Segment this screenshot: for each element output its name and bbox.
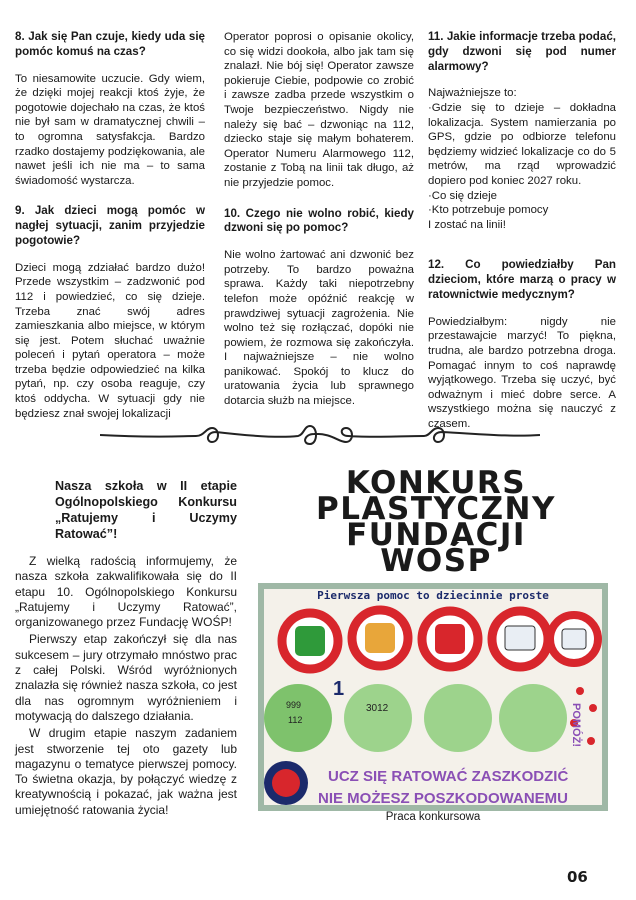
answer-11-bullet-who: ·Kto potrzebuje pomocy bbox=[428, 204, 549, 217]
column-2 bbox=[224, 30, 414, 409]
question-11: 11. Jakie informacje trzeba podać, gdy dzwoni się pod numer alarmowy? bbox=[428, 30, 616, 73]
answer-9: Dzieci mogą zdziałać bardzo dużo! Przede wszystkim – zadzwonić pod 112 i powiedzieć, co się dzieje. Trzeba znać swój adres zamieszkania albo miejsce, w którym się jest. Potem słuchać uważnie poleceń i pytań operatora – może trzeba będzie odpowiedzieć na kilka pytań, np. czy osoba reaguje, czy ktoś oddycha. W sytuacji gdy nie będziesz znał swojej lokalizacji bbox=[15, 261, 205, 420]
answer-11-bullet-what: ·Co się dzieje bbox=[428, 189, 498, 202]
school-paragraph-2: Pierwszy etap zakończył się dla nas sukcesem – jury otrzymało mnóstwo prac z całej Polski. Wśród wyróżnionych znalazła się również nasza szkoła, co jest dla nas ogromnym wyróżnieniem i motywacją do dalszego działania. bbox=[15, 632, 237, 723]
poster-side-word: POMÓŻ! bbox=[570, 703, 582, 747]
poster-slogan-2: NIE MOŻESZ POSZKODOWANEMU bbox=[318, 790, 569, 807]
column-3 bbox=[428, 30, 616, 431]
konkurs-line-3: FUNDACJI bbox=[346, 517, 526, 553]
poster-number-3012: 3012 bbox=[366, 703, 389, 714]
question-10: 10. Czego nie wolno robić, kiedy dzwoni się po pomoc? bbox=[224, 206, 414, 235]
answer-10: Nie wolno żartować ani dzwonić bez potrzeby. To bardzo poważna sprawa. Każdy taki niepotrzebny telefon może opóźnić reakcję w prawdziwej sytuacji zagrożenia. Nie wolno też się rozłączać, dopóki nie powiem, że rozmowa się zakończyła. I najważniejsze – nie wolno panikować. Spokój to klucz do uratowania życia lub sprawnego dotarcia służb na miejsce. bbox=[224, 249, 414, 408]
poster-caption: Praca konkursowa bbox=[385, 811, 481, 823]
poster-number-112: 112 bbox=[288, 715, 303, 725]
answer-11-bullet-location: ·Gdzie się to dzieje – dokładna lokalizacja. System namierzania po GPS, gdzie po odbiorze telefonu będziemy widzieć lokalizacje co do 5 metrów, ma rząd wprowadzić dopiero pod koniec 2027 roku. bbox=[428, 101, 616, 187]
answer-11-stay-on-line: I zostać na linii! bbox=[428, 218, 506, 231]
question-8: 8. Jak się Pan czuje, kiedy uda się pomóc komuś na czas? bbox=[15, 30, 205, 58]
school-paragraph-1: Z wielką radością informujemy, że nasza szkoła zakwalifikowała się do II etapu 10. Ogólnopolskiego Konkursu „Ratujemy i Uczymy Ratować”, organizowanego przez Fundację WOŚP! bbox=[15, 554, 237, 630]
poster-number-1: 1 bbox=[333, 678, 345, 700]
poster-slogan-1: UCZ SIĘ RATOWAĆ ZASZKODZIĆ bbox=[328, 768, 569, 785]
poster-number-999: 999 bbox=[286, 700, 302, 710]
school-paragraph-3: W drugim etapie naszym zadaniem jest stworzenie tej oto gazety lub magazynu o tematyce pierwszej pomocy. To świetna okazja, by połączyć wiedzę z kreatywnością i pokazać, jak ważna jest umiejętność ratowania życia! bbox=[15, 726, 237, 817]
answer-8: To niesamowite uczucie. Gdy wiem, że dzięki mojej reakcji ktoś żyje, że pogotowie dojechało na czas, że ktoś nie był sam w dramatycznej chwili – to ogromna satysfakcja. Bardzo rzadko dostajemy podziękowania, ale nawet jeśli ich nie ma – to sama świadomość wystarcza. bbox=[15, 72, 205, 187]
question-12: 12. Co powiedziałby Pan dzieciom, które marzą o pracy w ratownictwie medycznym? bbox=[428, 258, 616, 301]
poster-banner: Pierwsza pomoc to dziecinnie proste bbox=[317, 589, 549, 602]
contest-poster-image bbox=[258, 583, 608, 811]
konkurs-line-4: WOŚP bbox=[380, 543, 492, 579]
page-number: 06 bbox=[567, 868, 588, 886]
konkurs-line-2: PLASTYCZNY bbox=[316, 491, 556, 527]
column-1 bbox=[15, 30, 205, 421]
answer-12: Powiedziałbym: nigdy nie przestawajcie marzyć! To piękna, trudna, ale bardzo potrzebna droga. Pomagać innym to coś naprawdę wyjątkowego. Trzeba się uczyć, być odważnym i mieć dobre serce. A wszystkiego można się nauczyć z czasem. bbox=[428, 315, 616, 430]
konkurs-line-1: KONKURS bbox=[345, 465, 527, 501]
answer-9-continued: Operator poprosi o opisanie okolicy, co się widzi dookoła, albo jak tam się znalazł. Nie bój się! Operator zawsze pokieruje Ciebie, podpowie co zrobić i zawsze zadba przede wszystkim o Twoje bezpieczeństwo. Nigdy nie należy się bać – dzwoniąc na 112, dziecko staje się małym bohaterem. Operator Numeru Alarmowego 112, zostanie z Tobą na linii tak długo, aż nie przyjedzie pomoc. bbox=[224, 31, 414, 189]
konkurs-heading bbox=[262, 465, 610, 579]
question-9: 9. Jak dzieci mogą pomóc w nagłej sytuacji, zanim przyjedzie pogotowie? bbox=[15, 204, 205, 247]
answer-11-intro: Najważniejsze to: bbox=[428, 87, 517, 100]
school-article-title: Nasza szkoła w II etapie Ogólnopolskiego Konkursu „Ratujemy i Uczymy Ratować”! bbox=[55, 479, 237, 541]
ornament-divider bbox=[100, 420, 540, 450]
school-article bbox=[15, 478, 237, 820]
